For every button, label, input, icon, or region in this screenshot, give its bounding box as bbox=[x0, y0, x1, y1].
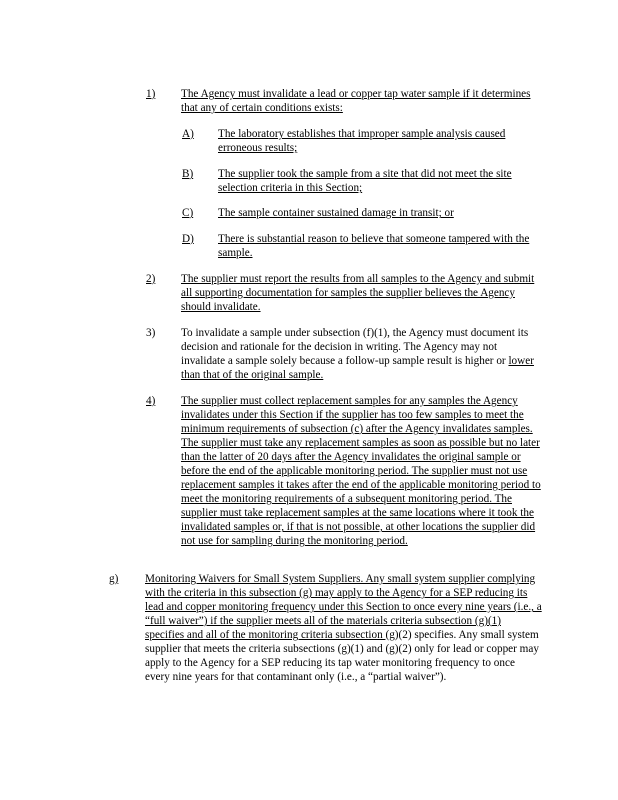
item-g bbox=[109, 572, 542, 684]
item-4 bbox=[146, 394, 542, 548]
item-text: The laboratory establishes that improper sample analysis caused erroneous results; bbox=[218, 128, 506, 154]
item-text: The Agency must invalidate a lead or copper tap water sample if it determines that any of certain conditions exists: bbox=[181, 88, 531, 114]
item-label: g) bbox=[109, 573, 119, 585]
item-1 bbox=[146, 87, 542, 115]
item-text: There is substantial reason to believe that someone tampered with the sample. bbox=[218, 233, 530, 259]
item-label: 3) bbox=[146, 327, 156, 339]
item-text-plain: (g)(2) specifies. Any small system supplier that meets the criteria subsections (g)(1) and (g)(2) only for lead or copper may apply to the Agency for a SEP reducing its tap water monitoring frequency to once every nine years for that contaminant only (i.e., a “partial waiver”). bbox=[145, 629, 539, 683]
item-text-underlined: lower than that of the original sample. bbox=[181, 355, 534, 381]
item-1-D bbox=[182, 232, 542, 260]
item-text bbox=[145, 572, 542, 684]
item-label: B) bbox=[182, 168, 194, 180]
item-text bbox=[181, 326, 542, 382]
item-2 bbox=[146, 272, 542, 314]
item-label: 4) bbox=[146, 395, 156, 407]
item-3 bbox=[146, 326, 542, 382]
item-label: 2) bbox=[146, 273, 156, 285]
item-text: The supplier must report the results from all samples to the Agency and submit all supporting documentation for samples the supplier believes the Agency should invalidate. bbox=[181, 273, 535, 313]
item-text-underlined: Monitoring Waivers for Small System Suppliers. Any small system supplier complying with the criteria in this subsection (g) may apply to the Agency for a SEP reducing its lead and copper monitoring frequency under this Section to once every nine years (i.e., a “full waiver”) if the supplier meets all of the materials criteria subsection (g)(1) specifies and all of the monitoring criteria subsection bbox=[145, 573, 542, 641]
item-text: The supplier took the sample from a site that did not meet the site selection criteria in this Section; bbox=[218, 168, 512, 194]
item-1-B bbox=[182, 167, 542, 195]
item-text: The sample container sustained damage in transit; or bbox=[218, 207, 454, 219]
item-1-A bbox=[182, 127, 542, 155]
item-text-plain: To invalidate a sample under subsection (f)(1), the Agency must document its decision and rationale for the decision in writing. The Agency may not invalidate a sample solely because a follow-up sample result is higher or bbox=[181, 327, 529, 367]
item-label: C) bbox=[182, 207, 194, 219]
item-label: A) bbox=[182, 128, 194, 140]
item-label: D) bbox=[182, 233, 194, 245]
item-label: 1) bbox=[146, 88, 156, 100]
item-text: The supplier must collect replacement samples for any samples the Agency invalidates under this Section if the supplier has too few samples to meet the minimum requirements of subsection (c) after the Agency invalidates samples. The supplier must take any replacement samples as soon as possible but no later than the latter of 20 days after the Agency invalidates the original sample or before the end of the applicable monitoring period. The supplier must not use replacement samples it takes after the end of the applicable monitoring period to meet the monitoring requirements of a subsequent monitoring period. The supplier must take replacement samples at the same locations where it took the invalidated samples or, if that is not possible, at other locations the supplier did not use for sampling during the monitoring period. bbox=[181, 395, 541, 547]
item-1-C bbox=[182, 206, 542, 220]
